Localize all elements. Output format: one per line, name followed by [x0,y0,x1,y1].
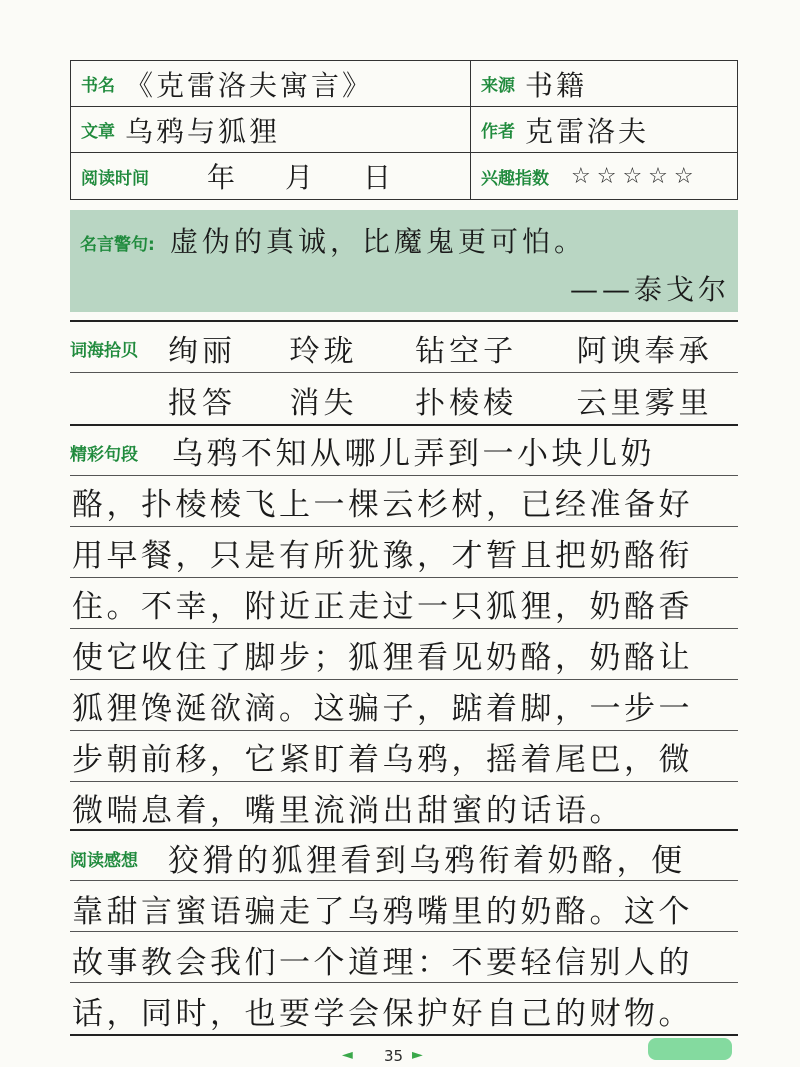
passage-line: 使它收住了脚步；狐狸看见奶酪，奶酪让 [72,640,693,676]
info-row-book [71,61,737,107]
book-cell [71,61,471,106]
date-parts [207,156,391,196]
day-char: 日 [363,161,392,194]
passage-line: 步朝前移，它紧盯着乌鸦，摇着尾巴，微 [72,742,693,778]
divider [70,424,738,426]
highlight-smudge [648,1038,732,1060]
source-label: 来源 [481,76,515,96]
book-label: 书名 [81,76,115,96]
book-value: 《克雷洛夫寓言》 [125,68,374,102]
vocab-word: 阿谀奉承 [576,334,713,369]
interest-label: 兴趣指数 [481,168,549,189]
reflection-line: 靠甜言蜜语骗走了乌鸦嘴里的奶酪。这个 [72,894,693,930]
divider [70,320,738,322]
time-cell [71,153,471,199]
year-char: 年 [207,161,236,194]
vocab-word: 玲珑 [289,334,358,369]
ruled-line [70,679,738,680]
passage-line: 乌鸦不知从哪儿弄到一小块儿奶 [172,436,655,472]
vocab-word: 报答 [168,386,236,421]
vocab-word: 绚丽 [168,334,236,369]
info-row-article [71,107,737,153]
page-number: 35 [384,1047,404,1065]
ruled-line [70,781,738,782]
source-cell [471,61,739,106]
vocab-word: 云里雾里 [576,386,713,421]
info-row-time [71,153,737,199]
time-label: 阅读时间 [81,168,149,189]
divider [70,1034,738,1036]
interest-cell [471,153,739,199]
quote-label: 名言警句: [80,235,155,255]
ruled-line [70,526,738,527]
prev-page-icon[interactable]: ◄ [342,1047,353,1063]
author-cell [471,107,739,152]
vocab-label: 词海拾贝 [70,341,138,361]
vocab-row-2 [168,378,713,422]
passage-line: 微喘息着，嘴里流淌出甜蜜的话语。 [72,793,624,829]
month-char: 月 [285,161,314,194]
ruled-line [70,730,738,731]
ruled-line [70,982,738,983]
info-table [70,60,738,200]
ruled-line [70,577,738,578]
author-label: 作者 [481,122,515,142]
ruled-line [70,475,738,476]
passage-label: 精彩句段 [70,445,138,465]
passage-line: 住。不幸，附近正走过一只狐狸，奶酪香 [72,589,693,625]
quote-author: ——泰戈尔 [569,273,730,306]
reflection-line: 狡猾的狐狸看到乌鸦衔着奶酪，便 [168,843,686,879]
vocab-word: 扑棱棱 [415,386,518,421]
article-label: 文章 [81,122,115,142]
ruled-line [70,880,738,881]
reflection-label: 阅读感想 [70,851,138,871]
star-rating-icon: ☆☆☆☆☆ [571,163,700,189]
ruled-line [70,931,738,932]
quote-band [70,210,738,312]
article-cell [71,107,471,152]
vocab-word: 钻空子 [415,334,518,369]
vocab-row-1 [168,326,713,370]
source-value: 书籍 [525,68,588,102]
article-value: 乌鸦与狐狸 [125,114,281,148]
reflection-line: 话，同时，也要学会保护好自己的财物。 [72,996,693,1032]
author-value: 克雷洛夫 [525,114,650,148]
vocab-word: 消失 [289,386,358,421]
passage-line: 狐狸馋涎欲滴。这骗子，踮着脚，一步一 [72,691,693,727]
reflection-line: 故事教会我们一个道理：不要轻信别人的 [72,945,693,981]
ruled-line [70,372,738,373]
next-page-icon[interactable]: ► [412,1047,423,1063]
passage-line: 酪，扑棱棱飞上一棵云杉树，已经准备好 [72,487,693,523]
quote-text: 虚伪的真诚，比魔鬼更可怕。 [170,225,587,258]
ruled-line [70,628,738,629]
passage-line: 用早餐，只是有所犹豫，才暂且把奶酪衔 [72,538,693,574]
